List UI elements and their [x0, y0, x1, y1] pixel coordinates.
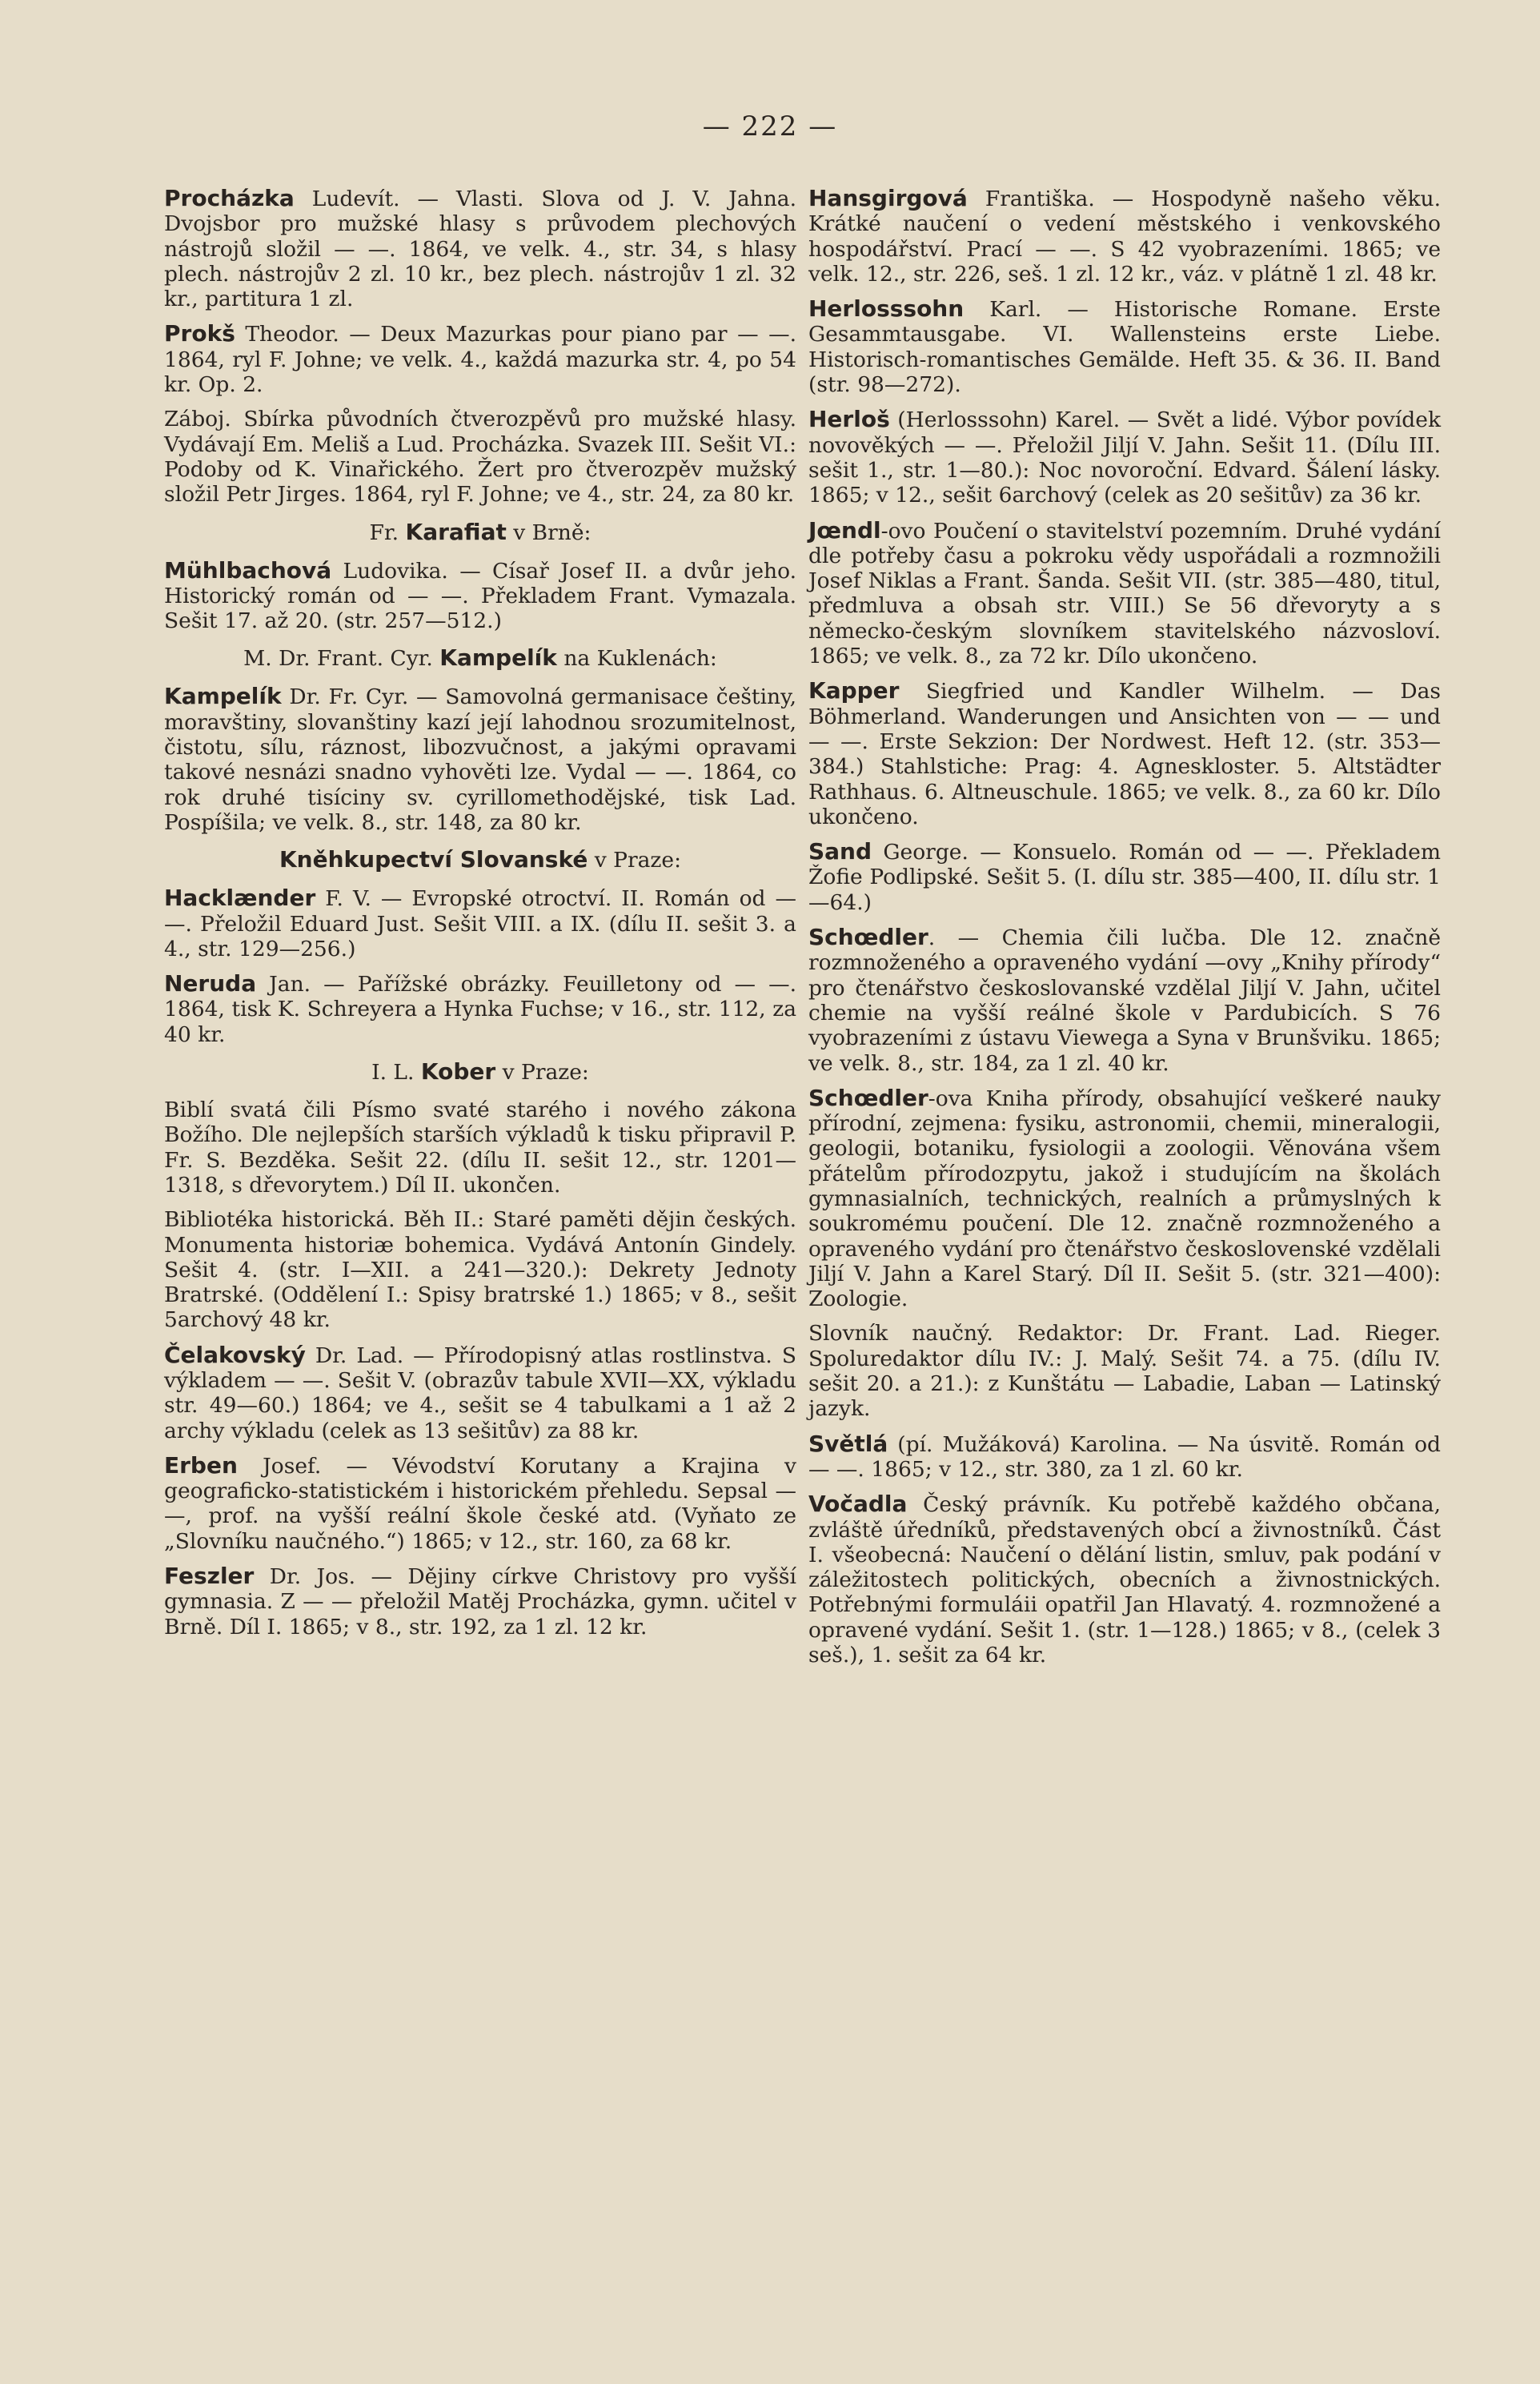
entry-text: Český právník. Ku potřebě každého občana, zvláště úředníků, představených obcí a živnostníků. Část I. všeobecná: Naučení o dělání listin, smluv, pak podání v záležitostech politických, obecních a živnostnických. Potřebnými formuláii opatřil Jan Hlavatý. 4. rozmnožené a opravené vydání. Sešit 1. (str. 1—128.) 1865; v 8., (celek 3 seš.), 1. sešit za 64 kr. [808, 1492, 1441, 1668]
catalog-entry [164, 885, 796, 961]
entry-text: Ludevít. — Vlasti. Slova od J. V. Jahna. Dvojsbor pro mužské hlasy s průvodem plechových nástrojů složil — —. 1864, ve velk. 4., str. 34, s hlasy plech. nástrojův 2 zl. 10 kr., bez plech. nástrojův 1 zl. 32 kr., partitura 1 zl. [164, 187, 796, 312]
entry-text: F. V. — Evropské otroctví. II. Román od — —. Přeložil Eduard Just. Sešit VIII. a IX. (dílu II. sešit 3. a 4., str. 129—256.) [164, 886, 796, 961]
publisher-prefix: Fr. [369, 520, 406, 545]
catalog-entry [808, 407, 1441, 508]
catalog-entry [808, 1086, 1441, 1312]
entry-author: Prokš [164, 320, 235, 347]
catalog-entry [808, 678, 1441, 829]
catalog-entry [164, 1343, 796, 1443]
publisher-location: na Kuklenách: [556, 646, 717, 672]
publisher-prefix: M. Dr. Frant. Cyr. [243, 646, 440, 672]
entry-text: Jan. — Pařížské obrázky. Feuilletony od — —. 1864, tisk K. Schreyera a Hynka Fuchse; v 16., str. 112, za 40 kr. [164, 972, 796, 1047]
catalog-entry [808, 1431, 1441, 1483]
catalog-entry [164, 186, 796, 311]
entry-text: Biblí svatá čili Písmo svaté starého i nového zákona Božího. Dle nejlepších starších výkladů k tisku připravil P. Fr. S. Bezděka. Sešit 22. (dílu II. sešit 12., str. 1201—1318, s dřevorytem.) Díl II. ukončen. [164, 1098, 796, 1198]
publisher-heading [164, 519, 796, 545]
entry-author: Herlosssohn [808, 295, 965, 323]
publisher-location: v Praze: [588, 848, 682, 873]
entry-text: (pí. Mužáková) Karolina. — Na úsvitě. Román od — —. 1865; v 12., str. 380, za 1 zl. 60 kr. [808, 1431, 1441, 1482]
catalog-entry [164, 684, 796, 835]
catalog-entry [808, 518, 1441, 669]
page-number: — 222 — [702, 110, 838, 142]
entry-text: Siegfried und Kandler Wilhelm. — Das Böhmerland. Wanderungen und Ansichten von — — und — —. Erste Sekzion: Der Nordwest. Heft 12. (str. 353—384.) Stahlstiche: Prag: 4. Agneskloster. 5. Altstädter Rathhaus. 6. Altneuschule. 1865; ve velk. 8., za 60 kr. Dílo ukončeno. [808, 679, 1441, 829]
publisher-prefix: I. L. [371, 1060, 421, 1086]
catalog-entry [808, 296, 1441, 397]
entry-author: Feszler [164, 1563, 255, 1590]
entry-text: Dr. Lad. — Přírodopisný atlas rostlinstva. S výkladem — —. Sešit V. (obrazův tabule XVII—XX, výkladu str. 49—60.) 1864; ve 4., sešit se 4 tabulkami a 1 až 2 archy výkladu (celek as 13 sešitův) za 88 kr. [164, 1343, 796, 1443]
entry-author: Schœdler [808, 924, 928, 951]
entry-author: Hacklænder [164, 885, 316, 912]
entry-text: . — Chemia čili lučba. Dle 12. značně rozmnoženého a opraveného vydání —ovy „Knihy přírody“ pro čtenářstvo českoslovanské vzdělal Jiljí V. Jahn, učitel chemie na vyšší reálné škole v Pardubicích. S 76 vyobrazeními z ústavu Viewega a Syna v Brunšviku. 1865; ve velk. 8., str. 184, za 1 zl. 40 kr. [808, 925, 1441, 1076]
catalog-entry [808, 839, 1441, 915]
entry-author: Hansgirgová [808, 185, 968, 211]
publisher-name: Kampelík [439, 644, 557, 672]
publisher-name: Kober [420, 1058, 496, 1086]
catalog-entry [164, 1098, 796, 1198]
right-column [808, 186, 1441, 1677]
publisher-heading [164, 644, 796, 671]
publisher-location: v Praze: [495, 1060, 589, 1086]
entry-text: Karl. — Historische Romane. Erste Gesammtausgabe. VI. Wallensteins erste Liebe. Historisch-romantisches Gemälde. Heft 35. & 36. II. Band (str. 98—272). [808, 297, 1441, 398]
catalog-entry [164, 558, 796, 634]
entry-text: Františka. — Hospodyně našeho věku. Krátké naučení o vedení městského i venkovského hospodářství. Prací — —. S 42 vyobrazeními. 1865; ve velk. 12., str. 226, seš. 1 zl. 12 kr., váz. v plátně 1 zl. 48 kr. [808, 187, 1441, 287]
left-column [164, 186, 796, 1649]
entry-author: Kapper [808, 677, 900, 704]
catalog-entry [164, 1207, 796, 1332]
entry-text: Dr. Fr. Cyr. — Samovolná germanisace češtiny, moravštiny, slovanštiny kazí její lahodnou srozumitelnost, čistotu, sílu, ráznost, libozvučnost, a jakými opravami takové nesnázi snadno vyhověti lze. Vydal — —. 1864, co rok druhé tisíciny sv. cyrillomethodějské, tisk Lad. Pospíšila; ve velk. 8., str. 148, za 80 kr. [164, 684, 796, 835]
publisher-name: Karafiat [405, 518, 507, 545]
publisher-heading [164, 846, 796, 873]
catalog-entry [808, 1491, 1441, 1668]
entry-text: Bibliotéka historická. Běh II.: Staré paměti dějin českých. Monumenta historiæ bohemica. Vydává Antonín Gindely. Sešit 4. (str. I—XII. a 241—320.): Dekrety Jednoty Bratrské. (Oddělení I.: Spisy bratrské 1.) 1865; v 8., sešit 5archový 48 kr. [164, 1207, 796, 1333]
catalog-entry [164, 407, 796, 507]
catalog-entry [164, 971, 796, 1047]
catalog-entry [808, 1321, 1441, 1421]
entry-text: (Herlosssohn) Karel. — Svět a lidé. Výbor povídek novověkých — —. Přeložil Jiljí V. Jahn. Sešit 11. (Dílu III. sešit 1., str. 1—80.): Noc novoroční. Edvard. Šálení lásky. 1865; v 12., sešit 6archový (celek as 20 sešitův) za 36 kr. [808, 407, 1441, 508]
entry-text: Theodor. — Deux Mazurkas pour piano par — —. 1864, ryl F. Johne; ve velk. 4., každá mazurka str. 4, po 54 kr. Op. 2. [164, 322, 796, 398]
entry-text: -ova Kniha přírody, obsahující veškeré nauky přírodní, zejmena: fysiku, astronomii, chemii, mineralogii, geologii, botaniku, fysiologii a zoologii. Věnována všem přátelům přírodozpytu, jakož i studujícím na školách gymnasialních, technických, realních a průmyslných k soukromému poučení. Dle 12. značně rozmnoženého a opraveného vydání pro čtenářstvo československé vzdělali Jiljí V. Jahn a Karel Starý. Díl II. Sešit 5. (str. 321—400): Zoologie. [808, 1086, 1441, 1312]
entry-author: Mühlbachová [164, 556, 332, 584]
publisher-location: v Brně: [506, 520, 592, 545]
entry-text: Dr. Jos. — Dějiny církve Christovy pro vyšší gymnasia. Z — — přeložil Matěj Procházka, gymn. učitel v Brně. Díl I. 1865; v 8., str. 192, za 1 zl. 12 kr. [164, 1564, 796, 1640]
entry-author: Neruda [164, 970, 257, 997]
entry-author: Herloš [808, 406, 890, 433]
entry-text: -ovo Poučení o stavitelství pozemním. Druhé vydání dle potřeby času a pokroku vědy uspořádali a rozmnožili Josef Niklas a Frant. Šanda. Sešit VII. (str. 385—480, titul, předmluva a obsah str. VIII.) Se 56 dřevoryty a s německo-českým slovníkem stavitelského názvosloví. 1865; ve velk. 8., za 72 kr. Dílo ukončeno. [808, 518, 1441, 669]
entry-text: George. — Konsuelo. Román od — —. Překladem Žofie Podlipské. Sešit 5. (I. dílu str. 385—400, II. dílu str. 1—64.) [808, 840, 1441, 915]
publisher-heading [164, 1058, 796, 1085]
entry-author: Vočadla [808, 1491, 908, 1518]
publisher-name: Kněhkupectví Slovanské [279, 846, 588, 873]
entry-text: Slovník naučný. Redaktor: Dr. Frant. Lad. Rieger. Spoluredaktor dílu IV.: J. Malý. Sešit 74. a 75. (dílu IV. sešit 20. a 21.): z Kunštátu — Labadie, Laban — Latinský jazyk. [808, 1321, 1441, 1422]
entry-author: Kampelík [164, 683, 282, 710]
catalog-entry [164, 1453, 796, 1554]
catalog-entry [808, 186, 1441, 287]
entry-author: Světlá [808, 1430, 888, 1457]
catalog-entry [164, 321, 796, 397]
entry-author: Jœndl [808, 516, 881, 544]
entry-author: Procházka [164, 185, 295, 211]
entry-text: Záboj. Sbírka původních čtverozpěvů pro mužské hlasy. Vydávají Em. Meliš a Lud. Procházka. Svazek III. Sešit VI.: Podoby od K. Vinařického. Žert pro čtverozpěv mužský složil Petr Jirges. 1864, ryl F. Johne; ve 4., str. 24, za 80 kr. [164, 407, 796, 508]
entry-author: Sand [808, 838, 872, 865]
catalog-entry [164, 1563, 796, 1640]
entry-text: Josef. — Vévodství Korutany a Krajina v geograficko-statistickém i historickém přehledu. Sepsal — —, prof. na vyšší reální škole české atd. (Vyňato ze „Slovníku naučného.“) 1865; v 12., str. 160, za 68 kr. [164, 1453, 796, 1554]
entry-author: Čelakovský [164, 1341, 306, 1368]
catalog-entry [808, 925, 1441, 1076]
entry-author: Erben [164, 1451, 238, 1479]
entry-author: Schœdler [808, 1084, 928, 1111]
entry-text: Ludovika. — Císař Josef II. a dvůr jeho. Historický román od — —. Překladem Frant. Vymazala. Sešit 17. až 20. (str. 257—512.) [164, 558, 796, 634]
